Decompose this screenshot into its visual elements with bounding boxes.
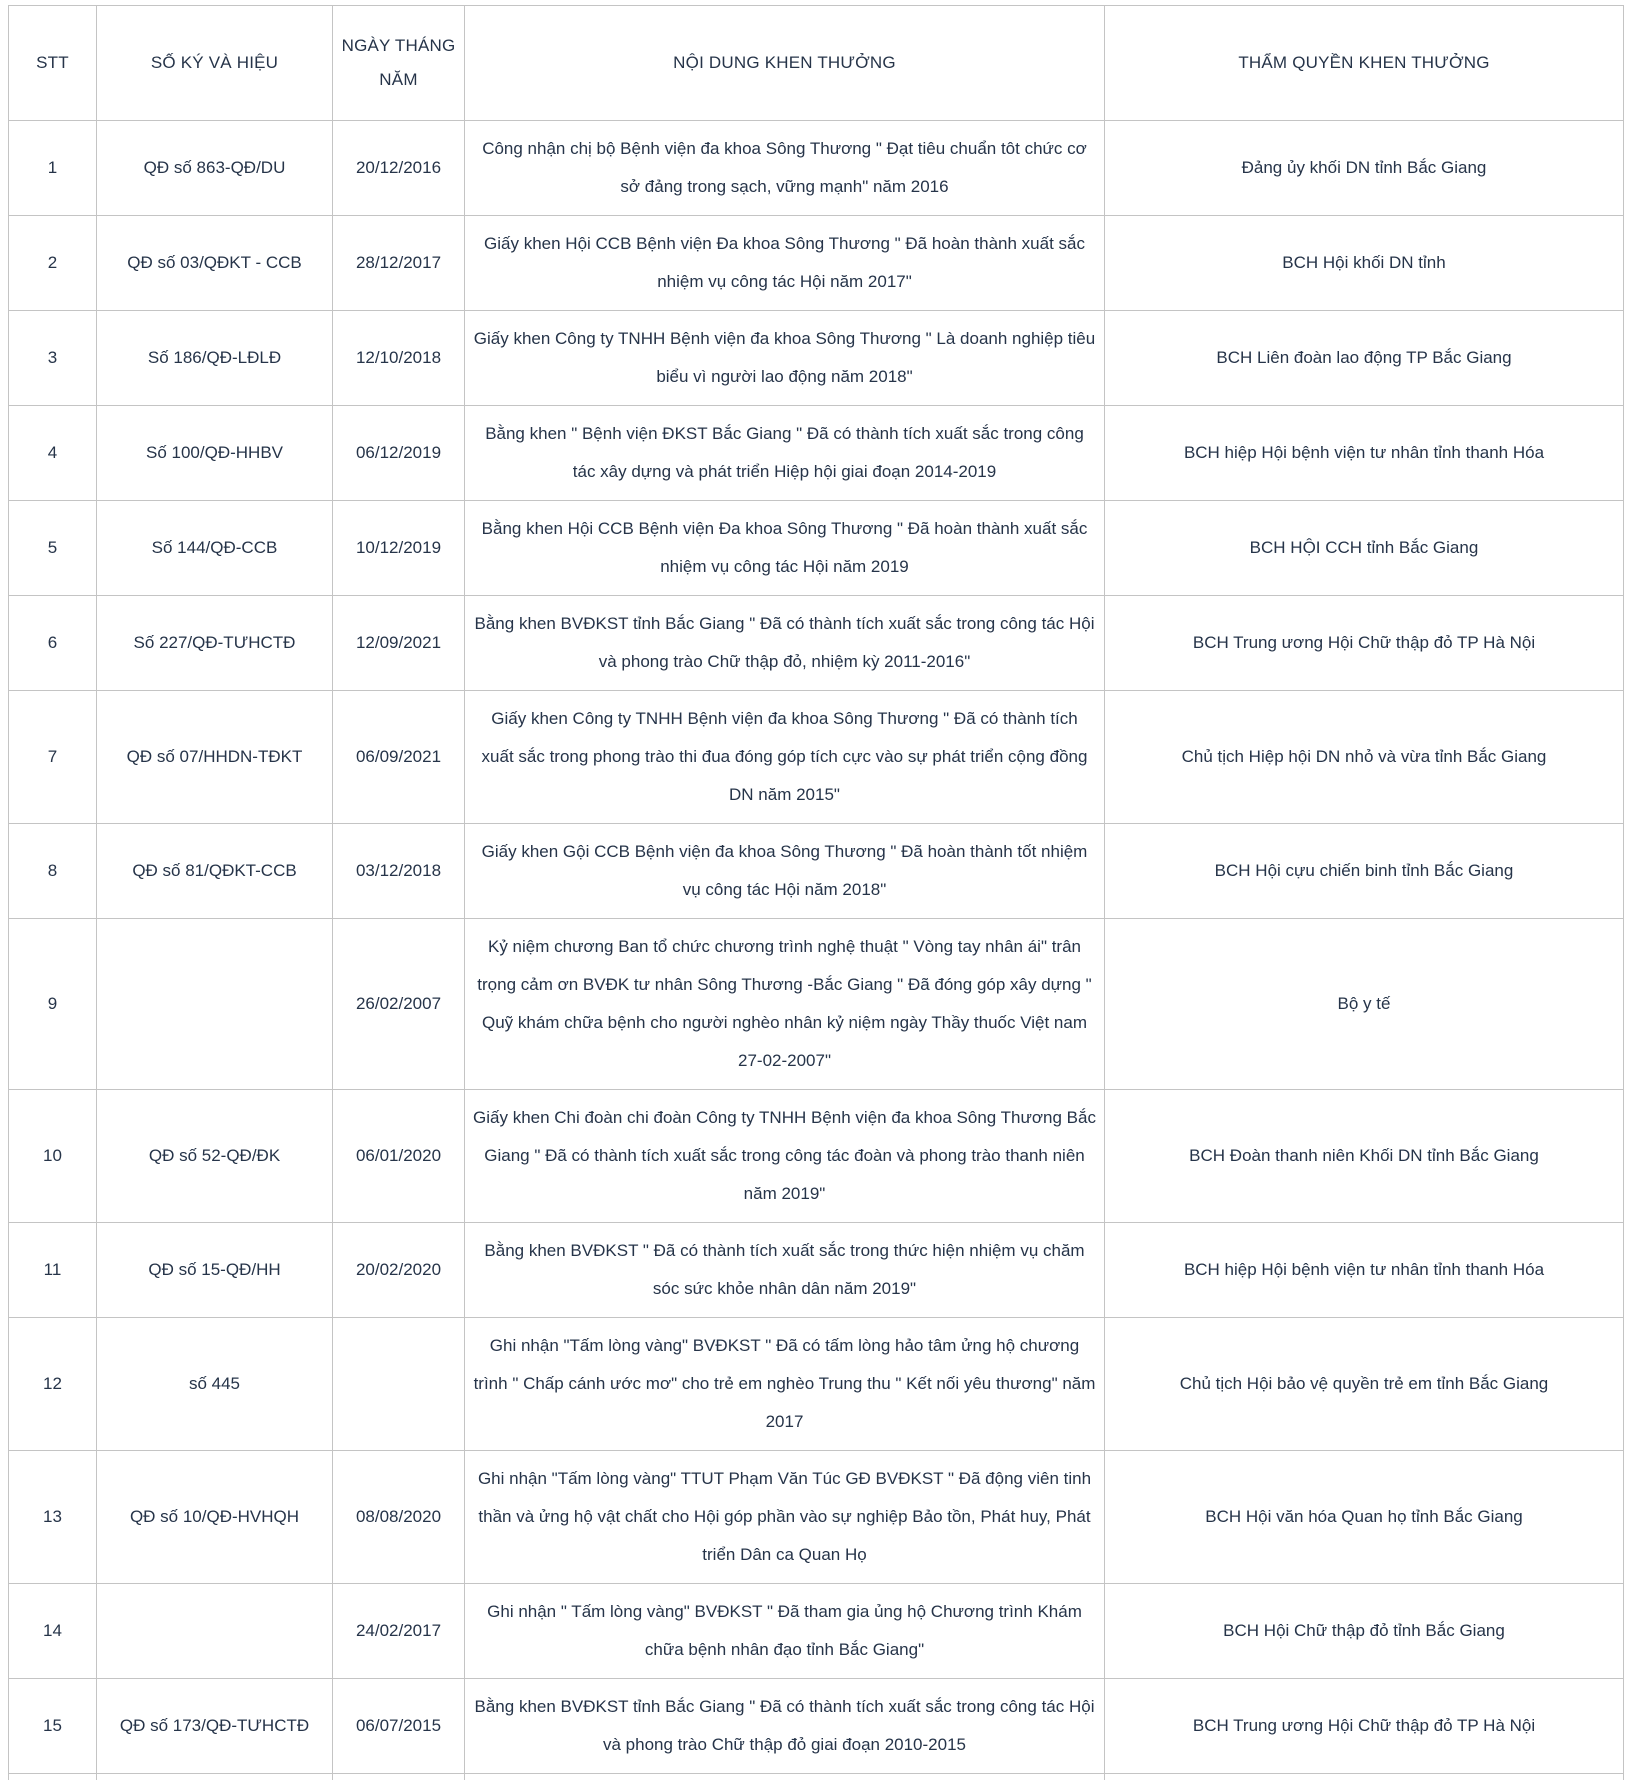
table-row bbox=[9, 216, 1624, 311]
cutoff-cell bbox=[333, 1774, 465, 1780]
table-row bbox=[9, 919, 1624, 1090]
cell-so-ky-va-hieu: QĐ số 07/HHDN-TĐKT bbox=[97, 691, 333, 824]
cell-ngay-thang-nam: 06/07/2015 bbox=[333, 1679, 465, 1774]
cell-ngay-thang-nam: 03/12/2018 bbox=[333, 824, 465, 919]
cell-tham-quyen: BCH HỘI CCH tỉnh Bắc Giang bbox=[1105, 501, 1624, 596]
table-header bbox=[9, 6, 1624, 121]
cell-stt: 8 bbox=[9, 824, 97, 919]
cutoff-cell bbox=[1105, 1774, 1624, 1780]
table-body bbox=[9, 121, 1624, 1780]
cell-tham-quyen: BCH Hội cựu chiến binh tỉnh Bắc Giang bbox=[1105, 824, 1624, 919]
cell-tham-quyen: Bộ y tế bbox=[1105, 919, 1624, 1090]
cell-noi-dung: Công nhận chị bộ Bệnh viện đa khoa Sông Thương " Đạt tiêu chuẩn tôt chức cơ sở đảng trong sạch, vững mạnh" năm 2016 bbox=[465, 121, 1105, 216]
table-row bbox=[9, 1223, 1624, 1318]
cell-stt: 4 bbox=[9, 406, 97, 501]
table-row bbox=[9, 406, 1624, 501]
cell-stt: 11 bbox=[9, 1223, 97, 1318]
header-stt: STT bbox=[9, 6, 97, 121]
cell-so-ky-va-hieu bbox=[97, 1584, 333, 1679]
cell-stt: 12 bbox=[9, 1318, 97, 1451]
cell-ngay-thang-nam: 06/09/2021 bbox=[333, 691, 465, 824]
cell-tham-quyen: BCH hiệp Hội bệnh viện tư nhân tỉnh thanh Hóa bbox=[1105, 1223, 1624, 1318]
header-noi-dung-khen-thuong: NỘI DUNG KHEN THƯỞNG bbox=[465, 6, 1105, 121]
table-row bbox=[9, 1679, 1624, 1774]
table-row bbox=[9, 501, 1624, 596]
header-tham-quyen-khen-thuong: THẨM QUYỀN KHEN THƯỞNG bbox=[1105, 6, 1624, 121]
cell-so-ky-va-hieu: QĐ số 15-QĐ/HH bbox=[97, 1223, 333, 1318]
table-row bbox=[9, 121, 1624, 216]
header-row bbox=[9, 6, 1624, 121]
cell-tham-quyen: BCH Trung ương Hội Chữ thập đỏ TP Hà Nội bbox=[1105, 1679, 1624, 1774]
cell-ngay-thang-nam: 08/08/2020 bbox=[333, 1451, 465, 1584]
cutoff-cell bbox=[9, 1774, 97, 1780]
cell-stt: 13 bbox=[9, 1451, 97, 1584]
cutoff-row bbox=[9, 1774, 1624, 1780]
table-row bbox=[9, 824, 1624, 919]
table-row bbox=[9, 1090, 1624, 1223]
cell-so-ky-va-hieu: QĐ số 173/QĐ-TƯHCTĐ bbox=[97, 1679, 333, 1774]
cell-stt: 1 bbox=[9, 121, 97, 216]
table-row bbox=[9, 596, 1624, 691]
cell-stt: 5 bbox=[9, 501, 97, 596]
cell-ngay-thang-nam: 20/02/2020 bbox=[333, 1223, 465, 1318]
cell-ngay-thang-nam: 06/01/2020 bbox=[333, 1090, 465, 1223]
cell-so-ky-va-hieu: Số 186/QĐ-LĐLĐ bbox=[97, 311, 333, 406]
cell-ngay-thang-nam: 24/02/2017 bbox=[333, 1584, 465, 1679]
cell-ngay-thang-nam: 06/12/2019 bbox=[333, 406, 465, 501]
table-row bbox=[9, 311, 1624, 406]
cell-so-ky-va-hieu: Số 144/QĐ-CCB bbox=[97, 501, 333, 596]
cell-stt: 15 bbox=[9, 1679, 97, 1774]
cell-stt: 2 bbox=[9, 216, 97, 311]
cell-so-ky-va-hieu: QĐ số 03/QĐKT - CCB bbox=[97, 216, 333, 311]
header-ngay-thang-nam: NGÀY THÁNG NĂM bbox=[333, 6, 465, 121]
cell-tham-quyen: Chủ tịch Hiệp hội DN nhỏ và vừa tỉnh Bắc Giang bbox=[1105, 691, 1624, 824]
cell-stt: 9 bbox=[9, 919, 97, 1090]
cell-noi-dung: Giấy khen Chi đoàn chi đoàn Công ty TNHH Bệnh viện đa khoa Sông Thương Bắc Giang " Đã có thành tích xuất sắc trong công tác đoàn và phong trào thanh niên năm 2019" bbox=[465, 1090, 1105, 1223]
cell-so-ky-va-hieu: QĐ số 52-QĐ/ĐK bbox=[97, 1090, 333, 1223]
cell-tham-quyen: BCH Hội khối DN tỉnh bbox=[1105, 216, 1624, 311]
cell-so-ky-va-hieu: Số 227/QĐ-TƯHCTĐ bbox=[97, 596, 333, 691]
cell-so-ky-va-hieu: QĐ số 863-QĐ/DU bbox=[97, 121, 333, 216]
cell-ngay-thang-nam: 26/02/2007 bbox=[333, 919, 465, 1090]
table-row bbox=[9, 691, 1624, 824]
table-row bbox=[9, 1451, 1624, 1584]
cell-tham-quyen: Đảng ủy khối DN tỉnh Bắc Giang bbox=[1105, 121, 1624, 216]
cell-ngay-thang-nam: 10/12/2019 bbox=[333, 501, 465, 596]
cutoff-cell bbox=[97, 1774, 333, 1780]
cell-noi-dung: Bằng khen BVĐKST " Đã có thành tích xuất sắc trong thức hiện nhiệm vụ chăm sóc sức khỏe nhân dân năm 2019" bbox=[465, 1223, 1105, 1318]
cell-noi-dung: Bằng khen Hội CCB Bệnh viện Đa khoa Sông Thương " Đã hoàn thành xuất sắc nhiệm vụ công tác Hội năm 2019 bbox=[465, 501, 1105, 596]
cell-stt: 6 bbox=[9, 596, 97, 691]
cutoff-cell bbox=[465, 1774, 1105, 1780]
cell-so-ky-va-hieu: số 445 bbox=[97, 1318, 333, 1451]
cell-ngay-thang-nam bbox=[333, 1318, 465, 1451]
cell-noi-dung: Ghi nhận " Tấm lòng vàng" BVĐKST " Đã tham gia ủng hộ Chương trình Khám chữa bệnh nhân đạo tỉnh Bắc Giang" bbox=[465, 1584, 1105, 1679]
cell-stt: 10 bbox=[9, 1090, 97, 1223]
cell-stt: 14 bbox=[9, 1584, 97, 1679]
cell-tham-quyen: BCH Hội Chữ thập đỏ tỉnh Bắc Giang bbox=[1105, 1584, 1624, 1679]
cell-ngay-thang-nam: 20/12/2016 bbox=[333, 121, 465, 216]
cell-stt: 7 bbox=[9, 691, 97, 824]
cell-noi-dung: Bằng khen " Bệnh viện ĐKST Bắc Giang " Đã có thành tích xuất sắc trong công tác xây dựng và phát triển Hiệp hội giai đoạn 2014-2019 bbox=[465, 406, 1105, 501]
cell-noi-dung: Giấy khen Hội CCB Bệnh viện Đa khoa Sông Thương " Đã hoàn thành xuất sắc nhiệm vụ công tác Hội năm 2017" bbox=[465, 216, 1105, 311]
table-row bbox=[9, 1584, 1624, 1679]
cell-noi-dung: Giấy khen Công ty TNHH Bệnh viện đa khoa Sông Thương " Là doanh nghiệp tiêu biểu vì người lao động năm 2018" bbox=[465, 311, 1105, 406]
cell-noi-dung: Bằng khen BVĐKST tỉnh Bắc Giang " Đã có thành tích xuất sắc trong công tác Hội và phong trào Chữ thập đỏ giai đoạn 2010-2015 bbox=[465, 1679, 1105, 1774]
cell-stt: 3 bbox=[9, 311, 97, 406]
cell-tham-quyen: Chủ tịch Hội bảo vệ quyền trẻ em tỉnh Bắc Giang bbox=[1105, 1318, 1624, 1451]
cell-tham-quyen: BCH Đoàn thanh niên Khối DN tỉnh Bắc Giang bbox=[1105, 1090, 1624, 1223]
cell-so-ky-va-hieu: Số 100/QĐ-HHBV bbox=[97, 406, 333, 501]
cell-so-ky-va-hieu: QĐ số 10/QĐ-HVHQH bbox=[97, 1451, 333, 1584]
cell-tham-quyen: BCH hiệp Hội bệnh viện tư nhân tỉnh thanh Hóa bbox=[1105, 406, 1624, 501]
cell-noi-dung: Bằng khen BVĐKST tỉnh Bắc Giang " Đã có thành tích xuất sắc trong công tác Hội và phong trào Chữ thập đỏ, nhiệm kỳ 2011-2016" bbox=[465, 596, 1105, 691]
cell-so-ky-va-hieu bbox=[97, 919, 333, 1090]
cell-ngay-thang-nam: 12/10/2018 bbox=[333, 311, 465, 406]
cell-noi-dung: Ghi nhận "Tấm lòng vàng" BVĐKST " Đã có tấm lòng hảo tâm ửng hộ chương trình " Chấp cánh ước mơ" cho trẻ em nghèo Trung thu " Kết nối yêu thương" năm 2017 bbox=[465, 1318, 1105, 1451]
cell-ngay-thang-nam: 28/12/2017 bbox=[333, 216, 465, 311]
cell-noi-dung: Ghi nhận "Tấm lòng vàng" TTUT Phạm Văn Túc GĐ BVĐKST " Đã động viên tinh thần và ửng hộ vật chất cho Hội góp phần vào sự nghiệp Bảo tồn, Phát huy, Phát triển Dân ca Quan Họ bbox=[465, 1451, 1105, 1584]
cell-tham-quyen: BCH Hội văn hóa Quan họ tỉnh Bắc Giang bbox=[1105, 1451, 1624, 1584]
cell-ngay-thang-nam: 12/09/2021 bbox=[333, 596, 465, 691]
cell-noi-dung: Kỷ niệm chương Ban tổ chức chương trình nghệ thuật " Vòng tay nhân ái" trân trọng cảm ơn BVĐK tư nhân Sông Thương -Bắc Giang " Đã đóng góp xây dựng " Quỹ khám chữa bệnh cho người nghèo nhân kỷ niệm ngày Thầy thuốc Việt nam 27-02-2007" bbox=[465, 919, 1105, 1090]
cell-tham-quyen: BCH Trung ương Hội Chữ thập đỏ TP Hà Nội bbox=[1105, 596, 1624, 691]
header-so-ky-va-hieu: SỐ KÝ VÀ HIỆU bbox=[97, 6, 333, 121]
cell-noi-dung: Giấy khen Công ty TNHH Bệnh viện đa khoa Sông Thương " Đã có thành tích xuất sắc trong phong trào thi đua đóng góp tích cực vào sự phát triển cộng đồng DN năm 2015" bbox=[465, 691, 1105, 824]
cell-so-ky-va-hieu: QĐ số 81/QĐKT-CCB bbox=[97, 824, 333, 919]
cell-noi-dung: Giấy khen Gội CCB Bệnh viện đa khoa Sông Thương " Đã hoàn thành tốt nhiệm vụ công tác Hội năm 2018" bbox=[465, 824, 1105, 919]
cell-tham-quyen: BCH Liên đoàn lao động TP Bắc Giang bbox=[1105, 311, 1624, 406]
awards-table bbox=[8, 5, 1624, 1780]
table-row bbox=[9, 1318, 1624, 1451]
